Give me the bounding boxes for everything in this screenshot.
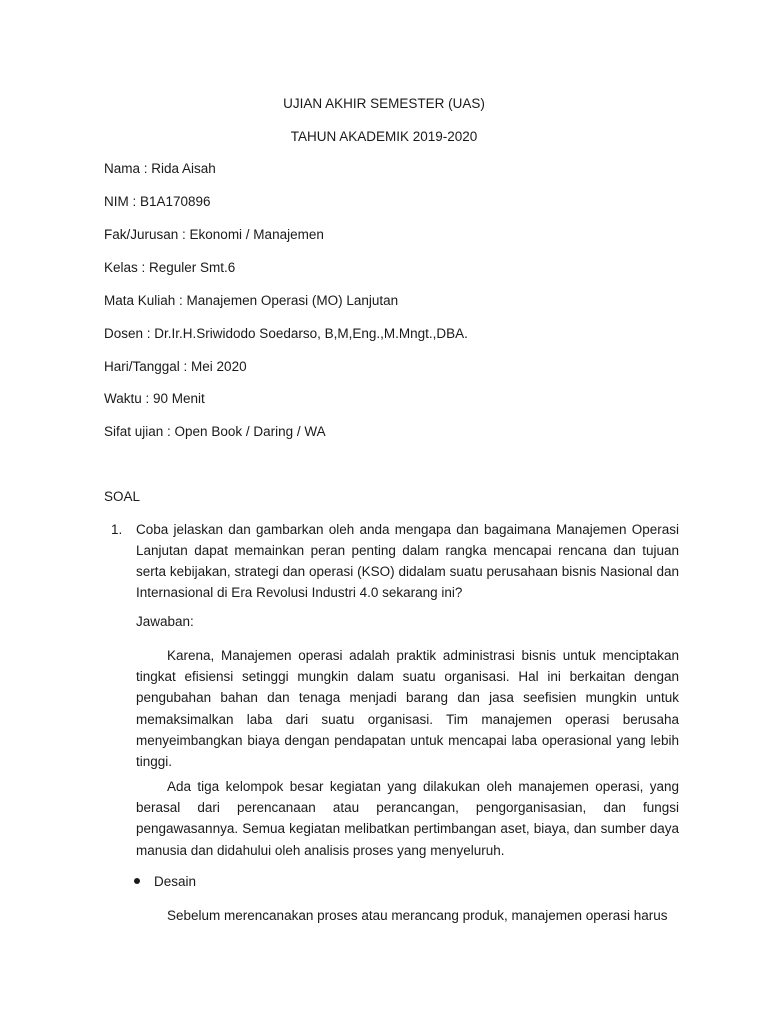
student-nim: NIM : B1A170896 [104,194,211,209]
exam-title: UJIAN AKHIR SEMESTER (UAS) [283,96,485,111]
exam-duration: Waktu : 90 Menit [104,391,205,406]
question-number: 1. [111,522,123,537]
faculty-major: Fak/Jurusan : Ekonomi / Manajemen [104,227,324,242]
answer-paragraph-2: Ada tiga kelompok besar kegiatan yang dilakukan oleh manajemen operasi, yang berasal dari perencanaan atau perancangan, pengorganisasian, dan fungsi pengawasannya. Semua kegiatan melibatkan pertimbangan aset, biaya, dan sumber daya manusia dan didahului oleh analisis proses yang menyeluruh. [136,779,679,858]
bullet-label: Desain [154,874,197,889]
questions-heading: SOAL [104,489,141,504]
bullet-item-desain [134,873,196,891]
student-name: Nama : Rida Aisah [104,161,216,176]
class-info: Kelas : Reguler Smt.6 [104,260,236,275]
exam-type: Sifat ujian : Open Book / Daring / WA [104,424,326,439]
course-name: Mata Kuliah : Manajemen Operasi (MO) Lanjutan [104,293,399,308]
question-text: Coba jelaskan dan gambarkan oleh anda mengapa dan bagaimana Manajemen Operasi Lanjutan dapat memainkan peran penting dalam rangka mencapai rencana dan tujuan serta kebijakan, strategi dan operasi (KSO) didalam suatu perusahaan bisnis Nasional dan Internasional di Era Revolusi Industri 4.0 sekarang ini? [136,522,679,600]
answer-paragraph-1: Karena, Manajemen operasi adalah praktik administrasi bisnis untuk menciptakan tingkat efisiensi setinggi mungkin dalam suatu organisasi. Hal ini berkaitan dengan pengubahan bahan dan tenaga menjadi barang dan jasa seefisien mungkin untuk memaksimalkan laba dari suatu organisasi. Tim manajemen operasi berusaha menyeimbangkan biaya dengan pendapatan untuk mencapai laba operasional yang lebih tinggi. [136,648,679,770]
lecturer-name: Dosen : Dr.Ir.H.Sriwidodo Soedarso, B,M,Eng.,M.Mngt.,DBA. [104,326,468,341]
answer-label: Jawaban: [136,614,194,629]
answer-paragraph-3: Sebelum merencanakan proses atau merancang produk, manajemen operasi harus [167,908,668,923]
academic-year: TAHUN AKADEMIK 2019-2020 [290,129,478,144]
bullet-icon [134,878,140,884]
exam-date: Hari/Tanggal : Mei 2020 [104,359,247,374]
